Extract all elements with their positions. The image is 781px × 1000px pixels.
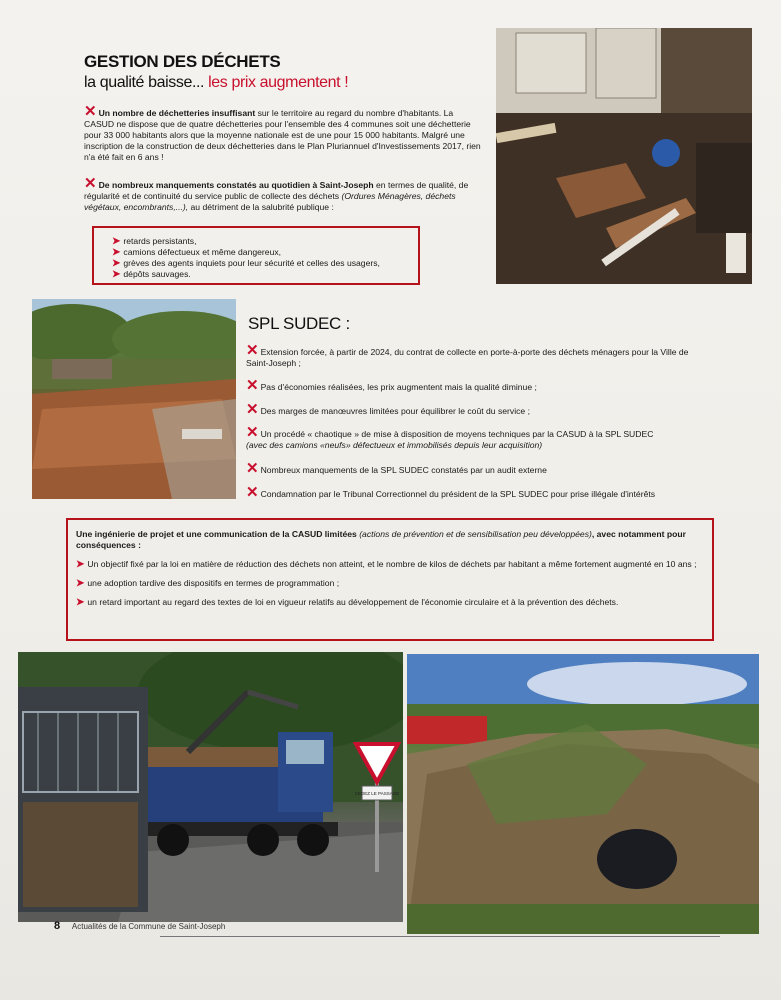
list-item: ➤ camions défectueux et même dangereux, [112,247,282,258]
red-x-icon: ✕ [246,484,259,501]
list-item: ➤ dépôts sauvages. [112,269,191,280]
list-item: ➤ Un objectif fixé par la loi en matière de réduction des déchets non atteint, et le nombre de kilos de déchets par habitant a même fortement augmenté en 10 ans ; [76,559,697,570]
p1-bold: Un nombre de déchetteries insuffisant [98,108,256,118]
spl-item: ✕ Extension forcée, à partir de 2024, du contrat de collecte en porte-à-porte des déchets ménagers pour la Ville de Saint-Joseph ; [246,342,689,368]
subtitle-red: les prix augmentent ! [208,74,349,91]
photo-green-waste-pile [407,654,759,934]
list-item: ➤ grèves des agents inquiets pour leur sécurité et celles des usagers, [112,258,380,269]
red-x-icon: ✕ [246,460,259,477]
list-item: ➤ une adoption tardive des dispositifs en termes de programmation ; [76,578,340,589]
spl-item: ✕ Un procédé « chaotique » de mise à disposition de moyens techniques par la CASUD à la SPL SUDEC (avec des camions «neufs» défectueux et immobilisés depuis leur acquisition) [246,424,654,450]
p2-italic: (Ordures Ménagères, déchets végétaux, encombrants,...), [84,191,456,212]
list-item: ➤ un retard important au regard des textes de loi en vigueur relatifs au développement de l'économie circulaire et à la prévention des déchets. [76,597,619,608]
arrow-icon: ➤ [76,597,85,608]
p2-text: en termes de qualité, de régularité et de continuité du service public de collecte des déchets [84,180,469,201]
consequences-box [66,518,714,641]
arrow-icon: ➤ [112,258,121,269]
red-x-icon: ✕ [246,342,259,359]
spl-sudec-title: SPL SUDEC : [248,314,350,333]
photo-flooded-road-drawing [32,299,236,499]
consequences-lead: Une ingénierie de projet et une communication de la CASUD limitées (actions de prévention et de sensibilisation peu développées), avec notamment pour conséquences : [76,529,686,550]
p1-text: sur le territoire au regard du nombre d'habitants. La CASUD ne dispose que de quatre déchetteries pour l'ensemble des 4 communes soit une déchetterie pour 33 000 habitants alors que la moyenne nationale est de une pour 15 000 habitants. Malgré une inscription de la construction de deux déchetteries dans le Plan Pluriannuel d'Investissements 2017, rien n'a été fait en 6 ans ! [84,108,481,162]
road-sign-text: CÉDEZ LE PASSAGE [354,791,400,796]
intro-paragraph-1 [84,104,484,163]
spl-item: ✕ Nombreux manquements de la SPL SUDEC constatés par un audit externe [246,460,547,477]
page-title: GESTION DES DÉCHETS [84,52,281,71]
red-x-icon: ✕ [246,401,259,418]
spl-item: ✕ Des marges de manœuvres limitées pour équilibrer le coût du service ; [246,401,530,418]
page-subtitle [84,74,348,92]
red-x-icon: ✕ [84,175,97,192]
subtitle-black: la qualité baisse... [84,74,205,91]
footer [54,920,225,932]
photo-garbage-truck-drawing [18,652,403,922]
publication-name: Actualités de la Commune de Saint-Joseph [71,922,226,931]
red-x-icon: ✕ [246,377,259,394]
spl-item: ✕ Pas d'économies réalisées, les prix augmentent mais la qualité diminue ; [246,377,537,394]
spl-item: ✕ Condamnation par le Tribunal Correctionnel du président de la SPL SUDEC pour prise illégale d'intérêts [246,484,656,501]
page-number: 8 [54,920,61,932]
arrow-icon: ➤ [112,236,121,247]
photo-flooded-road [32,299,236,499]
footer-divider [160,936,720,937]
photo-green-waste-pile-drawing [407,654,759,934]
issues-box [92,226,420,285]
intro-paragraph-2 [84,176,480,213]
arrow-icon: ➤ [76,578,85,589]
list-item: ➤ retards persistants, [112,236,197,247]
p2-bold: De nombreux manquements constatés au quotidien à Saint-Joseph [98,180,374,190]
arrow-icon: ➤ [112,247,121,258]
red-x-icon: ✕ [84,103,97,120]
spl-item-note: (avec des camions «neufs» défectueux et immobilisés depuis leur acquisition) [246,440,543,450]
photo-waste-debris [496,28,752,284]
p2-end: au détriment de la salubrité publique : [190,202,334,212]
photo-garbage-truck [18,652,403,922]
arrow-icon: ➤ [76,559,85,570]
arrow-icon: ➤ [112,269,121,280]
photo-waste-debris-drawing [496,28,752,284]
red-x-icon: ✕ [246,424,259,441]
